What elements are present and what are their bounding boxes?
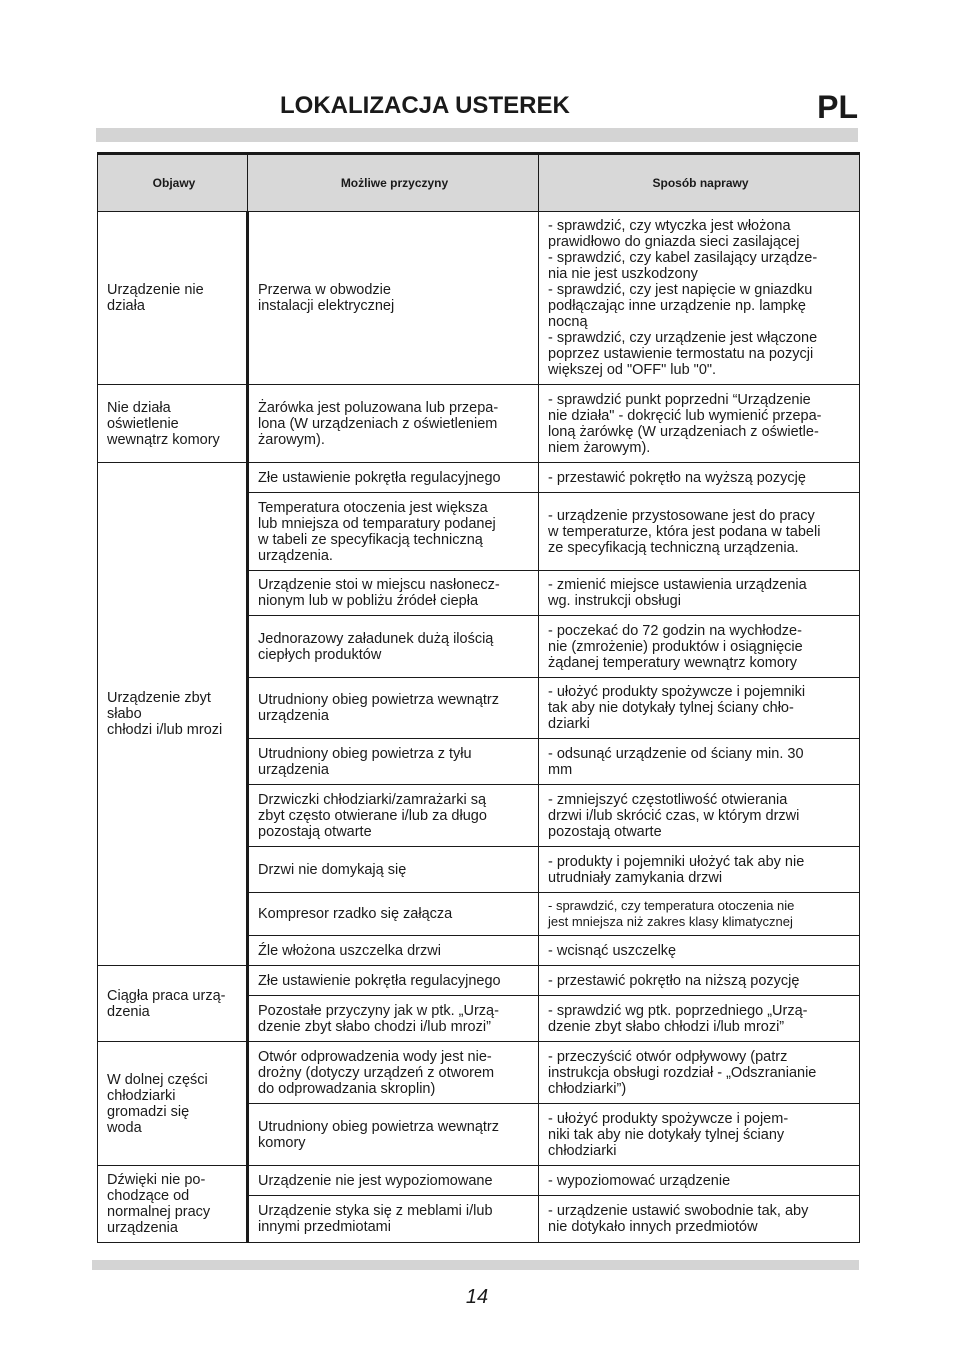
cause-cell: Otwór odprowadzenia wody jest nie- drożny (dotyczy urządzeń z otworem do odprowadzania skroplin) — [248, 1042, 539, 1104]
remedy-cell: - sprawdzić, czy temperatura otoczenia nie jest mniejsza niż zakres klasy klimatycznej — [539, 893, 860, 936]
remedy-cell: - sprawdzić, czy wtyczka jest włożona prawidłowo do gniazda sieci zasilającej - sprawdzić, czy kabel zasilający urządze- nia nie jest uszkodzony - sprawdzić, czy jest napięcie w gniazdku podłączając inne urządzenie np. lampkę nocną - sprawdzić, czy urządzenie jest włączone poprzez ustawienie termostatu na pozycji większej od "OFF" lub "0". — [539, 212, 860, 385]
cause-cell: Jednorazowy załadunek dużą ilością ciepłych produktów — [248, 616, 539, 678]
table-row — [98, 385, 860, 463]
cause-cell: Urządzenie styka się z meblami i/lub innymi przedmiotami — [248, 1196, 539, 1243]
header-divider — [96, 128, 858, 142]
symptom-cell: Nie działa oświetlenie wewnątrz komory — [98, 385, 248, 463]
remedy-cell: - sprawdzić wg ptk. poprzedniego „Urzą- dzenie zbyt słabo chłodzi i/lub mrozi” — [539, 996, 860, 1042]
symptom-cell: W dolnej części chłodziarki gromadzi się woda — [98, 1042, 248, 1166]
column-header-causes: Możliwe przyczyny — [248, 154, 539, 212]
cause-cell: Przerwa w obwodzie instalacji elektrycznej — [248, 212, 539, 385]
symptom-cell: Urządzenie nie działa — [98, 212, 248, 385]
table-row — [98, 1042, 860, 1104]
symptom-cell: Dźwięki nie po- chodzące od normalnej pracy urządzenia — [98, 1166, 248, 1243]
cause-cell: Urządzenie nie jest wypoziomowane — [248, 1166, 539, 1196]
cause-cell: Złe ustawienie pokrętła regulacyjnego — [248, 966, 539, 996]
cause-cell: Utrudniony obieg powietrza wewnątrz komory — [248, 1104, 539, 1166]
cause-cell: Żarówka jest poluzowana lub przepa- lona (W urządzeniach z oświetleniem żarowym). — [248, 385, 539, 463]
language-code: PL — [817, 89, 858, 125]
symptom-cell: Ciągła praca urzą- dzenia — [98, 966, 248, 1042]
cause-cell: Temperatura otoczenia jest większa lub mniejsza od temparatury podanej w tabeli ze specyfikacją techniczną urządzenia. — [248, 493, 539, 571]
column-header-symptoms: Objawy — [98, 154, 248, 212]
remedy-cell: - przeczyścić otwór odpływowy (patrz instrukcja obsługi rozdział - „Odszranianie chłodziarki”) — [539, 1042, 860, 1104]
remedy-cell: - wcisnąć uszczelkę — [539, 936, 860, 966]
cause-cell: Utrudniony obieg powietrza z tyłu urządzenia — [248, 739, 539, 785]
table-header-row — [98, 154, 860, 212]
remedy-cell: - poczekać do 72 godzin na wychłodze- nie (zmrożenie) produktów i osiągnięcie żądanej temperatury wewnątrz komory — [539, 616, 860, 678]
troubleshooting-table — [97, 152, 860, 1243]
remedy-cell: - ułożyć produkty spożywcze i pojemniki tak aby nie dotykały tylnej ściany chło- dziarki — [539, 678, 860, 739]
cause-cell: Kompresor rzadko się załącza — [248, 893, 539, 936]
column-header-remedies: Sposób naprawy — [539, 154, 860, 212]
remedy-cell: - zmienić miejsce ustawienia urządzenia wg. instrukcji obsługi — [539, 571, 860, 616]
remedy-cell: - odsunąć urządzenie od ściany min. 30 mm — [539, 739, 860, 785]
table-row — [98, 212, 860, 385]
remedy-cell: - przestawić pokrętło na niższą pozycję — [539, 966, 860, 996]
cause-cell: Drzwi nie domykają się — [248, 847, 539, 893]
remedy-cell: - produkty i pojemniki ułożyć tak aby nie utrudniały zamykania drzwi — [539, 847, 860, 893]
cause-cell: Pozostałe przyczyny jak w ptk. „Urzą- dzenie zbyt słabo chodzi i/lub mrozi” — [248, 996, 539, 1042]
page-title: LOKALIZACJA USTEREK — [280, 92, 570, 119]
cause-cell: Źle włożona uszczelka drzwi — [248, 936, 539, 966]
table-row — [98, 463, 860, 493]
remedy-cell: - sprawdzić punkt poprzedni “Urządzenie nie działa" - dokręcić lub wymienić przepa- loną żarówkę (W urządzeniach z oświetle- niem żarowym). — [539, 385, 860, 463]
cause-cell: Drzwiczki chłodziarki/zamrażarki są zbyt często otwierane i/lub za długo pozostają otwarte — [248, 785, 539, 847]
cause-cell: Utrudniony obieg powietrza wewnątrz urządzenia — [248, 678, 539, 739]
cause-cell: Urządzenie stoi w miejscu nasłonecz- nionym lub w pobliżu źródeł ciepła — [248, 571, 539, 616]
footer-divider — [92, 1260, 859, 1270]
remedy-cell: - zmniejszyć częstotliwość otwierania drzwi i/lub skrócić czas, w którym drzwi pozostają otwarte — [539, 785, 860, 847]
remedy-cell: - urządzenie ustawić swobodnie tak, aby nie dotykało innych przedmiotów — [539, 1196, 860, 1243]
table-row — [98, 966, 860, 996]
page-number: 14 — [465, 1286, 489, 1308]
remedy-cell: - przestawić pokrętło na wyższą pozycję — [539, 463, 860, 493]
remedy-cell: - ułożyć produkty spożywcze i pojem- niki tak aby nie dotykały tylnej ściany chłodziarki — [539, 1104, 860, 1166]
cause-cell: Złe ustawienie pokrętła regulacyjnego — [248, 463, 539, 493]
remedy-cell: - urządzenie przystosowane jest do pracy w temperaturze, która jest podana w tabeli ze specyfikacją techniczną urządzenia. — [539, 493, 860, 571]
table-row — [98, 1166, 860, 1196]
remedy-cell: - wypoziomować urządzenie — [539, 1166, 860, 1196]
symptom-cell: Urządzenie zbyt słabo chłodzi i/lub mrozi — [98, 463, 248, 966]
